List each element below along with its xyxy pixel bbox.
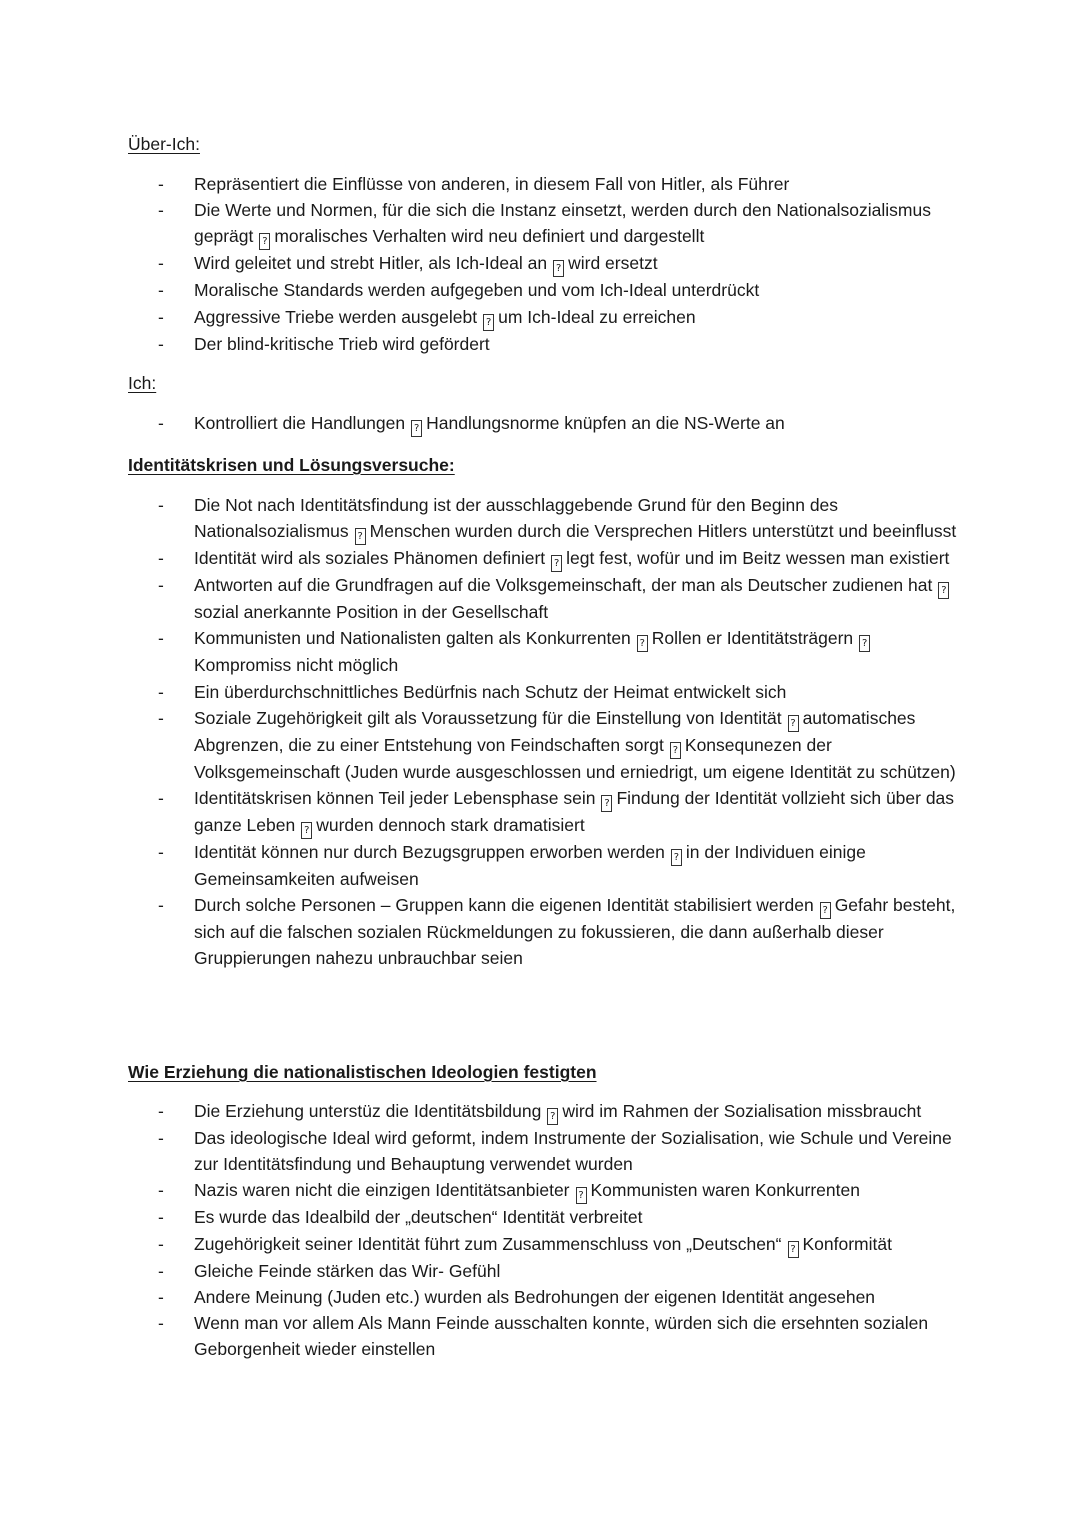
missing-arrow-glyph-icon: ? [547, 1108, 558, 1125]
list-item-text: Repräsentiert die Einflüsse von anderen, in diesem Fall von Hitler, als Führer [194, 174, 790, 194]
list-item-text: Kommunisten waren Konkurrenten [590, 1180, 860, 1201]
bullet-dash: - [158, 1101, 164, 1121]
list-item-text: Konsequnezen der Volksgemeinschaft (Juden wurde ausgeschlossen und erniedrigt, um eigene Identität zu schützen) [194, 734, 956, 782]
list-item-text: Handlungsnorme knüpfen an die NS-Werte an [426, 413, 785, 433]
list-item-text: sozial anerkannte Position in der Gesellschaft [194, 602, 549, 623]
missing-arrow-glyph-icon: ? [301, 822, 312, 839]
missing-arrow-glyph-icon: ? [637, 635, 648, 652]
list-item [158, 572, 958, 625]
list-item [158, 1258, 958, 1284]
bullet-dash: - [158, 842, 164, 863]
list-item-text: moralisches Verhalten wird neu definiert und dargestellt [274, 226, 705, 247]
section-heading-identitaetskrisen: Identitätskrisen und Lösungsversuche: [128, 455, 455, 475]
list-item-text: Zugehörigkeit seiner Identität führt zum Zusammenschluss von „Deutschen“ [194, 1233, 782, 1254]
bullet-dash: - [158, 895, 164, 916]
bullet-dash: - [158, 413, 164, 433]
list-item-text: Kontrolliert die Handlungen [194, 413, 406, 433]
missing-arrow-glyph-icon: ? [576, 1187, 587, 1204]
list-item [158, 331, 958, 357]
missing-arrow-glyph-icon: ? [551, 555, 562, 572]
list-item-text: Aggressive Triebe werden ausgelebt [194, 306, 478, 327]
section-heading-ich: Ich: [128, 373, 157, 393]
list-item-text: wird im Rahmen der Sozialisation missbraucht [562, 1101, 922, 1121]
bullet-dash: - [158, 628, 164, 649]
list-item-text: Soziale Zugehörigkeit gilt als Voraussetzung für die Einstellung von Identität [194, 707, 782, 728]
bullet-dash: - [158, 1286, 164, 1307]
list-item-text: Andere Meinung (Juden etc.) wurden als Bedrohungen der eigenen Identität angesehen [194, 1286, 876, 1307]
missing-arrow-glyph-icon: ? [355, 528, 366, 545]
section-heading-erziehung: Wie Erziehung die nationalistischen Ideologien festigten [128, 1062, 597, 1082]
bullet-dash: - [158, 1260, 164, 1281]
list-item-text: wird ersetzt [568, 253, 658, 274]
list-item [158, 705, 958, 785]
list-item [158, 839, 958, 892]
list-item [158, 1284, 958, 1310]
missing-arrow-glyph-icon: ? [483, 314, 494, 331]
list-item [158, 1310, 958, 1362]
list-item-text: um Ich-Ideal zu erreichen [498, 306, 696, 327]
list-item-text: Die Werte und Normen, für die sich die Instanz einsetzt, werden durch den Nationalsozialismus geprägt [194, 200, 931, 247]
list-item [158, 277, 958, 303]
list-item-text: wurden dennoch stark dramatisiert [316, 815, 585, 836]
list-item-text: Kompromiss nicht möglich [194, 655, 399, 676]
list-item-text: Ein überdurchschnittliches Bedürfnis nach Schutz der Heimat entwickelt sich [194, 681, 787, 702]
list-item-text: Die Erziehung unterstüz die Identitätsbildung [194, 1101, 542, 1121]
list-item-text: Moralische Standards werden aufgegeben und vom Ich-Ideal unterdrückt [194, 280, 760, 301]
list-item-text: Identität können nur durch Bezugsgruppen erworben werden [194, 842, 665, 863]
missing-arrow-glyph-icon: ? [788, 715, 799, 732]
bullet-dash: - [158, 1313, 164, 1334]
list-item [158, 1204, 958, 1230]
list-item-text: Der blind-kritische Trieb wird gefördert [194, 333, 490, 354]
bullet-dash: - [158, 707, 164, 728]
list-item [158, 492, 958, 545]
list-item-text: Antworten auf die Grundfragen auf die Volksgemeinschaft, der man als Deutscher zudienen hat [194, 575, 933, 596]
list-item [158, 679, 958, 705]
list-item [158, 410, 958, 437]
list-item [158, 625, 958, 678]
list-item-text: Identität wird als soziales Phänomen definiert [194, 548, 546, 569]
list-item [158, 1098, 958, 1125]
missing-arrow-glyph-icon: ? [671, 849, 682, 866]
list-item-text: automatisches Abgrenzen, die zu einer Entstehung von Feindschaften sorgt [194, 707, 916, 755]
list-item-text: Das ideologische Ideal wird geformt, indem Instrumente der Sozialisation, wie Schule und Vereine zur Identitätsfindung und Behauptung verwendet wurden [194, 1128, 952, 1175]
list-item [158, 171, 958, 197]
bullet-dash: - [158, 306, 164, 327]
list-item-text: Identitätskrisen können Teil jeder Lebensphase sein [194, 788, 596, 809]
missing-arrow-glyph-icon: ? [601, 795, 612, 812]
list-item-text: in der Individuen einige Gemeinsamkeiten aufweisen [194, 842, 866, 890]
bullet-dash: - [158, 174, 164, 194]
list-item [158, 304, 958, 331]
list-ueber-ich [158, 171, 958, 357]
bullet-dash: - [158, 333, 164, 354]
missing-arrow-glyph-icon: ? [788, 1241, 799, 1258]
list-item-text: Gefahr besteht, sich auf die falschen sozialen Rückmeldungen zu fokussieren, die dann außerhalb dieser Gruppierungen nahezu unbrauchbar seien [194, 895, 956, 969]
bullet-dash: - [158, 280, 164, 301]
list-item-text: Die Not nach Identitätsfindung ist der ausschlaggebende Grund für den Beginn des Nationalsozialismus [194, 495, 839, 542]
missing-arrow-glyph-icon: ? [259, 233, 270, 250]
list-item [158, 250, 958, 277]
list-ich [158, 410, 958, 437]
missing-arrow-glyph-icon: ? [938, 582, 949, 599]
list-item-text: legt fest, wofür und im Beitz wessen man existiert [566, 548, 950, 569]
list-item [158, 892, 958, 971]
bullet-dash: - [158, 1180, 164, 1201]
missing-arrow-glyph-icon: ? [553, 260, 564, 277]
bullet-dash: - [158, 681, 164, 702]
list-item [158, 1177, 958, 1204]
list-item [158, 545, 958, 572]
missing-arrow-glyph-icon: ? [411, 420, 422, 437]
list-item-text: Nazis waren nicht die einzigen Identitätsanbieter [194, 1180, 570, 1201]
list-item-text: Rollen er Identitätsträgern [651, 628, 854, 649]
list-item-text: Wenn man vor allem Als Mann Feinde ausschalten konnte, würden sich die ersehnten sozialen Geborgenheit wieder einstellen [194, 1313, 929, 1360]
list-item-text: Es wurde das Idealbild der „deutschen“ Identität verbreitet [194, 1207, 643, 1228]
bullet-dash: - [158, 200, 164, 221]
list-item-text: Durch solche Personen – Gruppen kann die eigenen Identität stabilisiert werden [194, 895, 814, 916]
list-item-text: Kommunisten und Nationalisten galten als Konkurrenten [194, 628, 631, 649]
bullet-dash: - [158, 1128, 164, 1148]
missing-arrow-glyph-icon: ? [820, 902, 831, 919]
list-erziehung [158, 1098, 958, 1362]
list-item-text: Konformität [802, 1233, 892, 1254]
list-identitaetskrisen [158, 492, 958, 972]
bullet-dash: - [158, 253, 164, 274]
bullet-dash: - [158, 1207, 164, 1228]
list-item [158, 1125, 958, 1177]
list-item-text: Findung der Identität vollzieht sich über das ganze Leben [194, 788, 955, 836]
missing-arrow-glyph-icon: ? [670, 742, 681, 759]
bullet-dash: - [158, 1233, 164, 1254]
bullet-dash: - [158, 495, 164, 515]
bullet-dash: - [158, 575, 164, 596]
list-item [158, 1231, 958, 1258]
list-item-text: Wird geleitet und strebt Hitler, als Ich-Ideal an [194, 253, 548, 274]
list-item-text: Gleiche Feinde stärken das Wir- Gefühl [194, 1260, 501, 1281]
list-item [158, 197, 958, 250]
section-heading-ueber-ich: Über-Ich: [128, 134, 200, 154]
bullet-dash: - [158, 788, 164, 809]
list-item [158, 785, 958, 839]
missing-arrow-glyph-icon: ? [859, 635, 870, 652]
list-item-text: Menschen wurden durch die Versprechen Hitlers unterstützt und beeinflusst [369, 521, 957, 542]
bullet-dash: - [158, 548, 164, 569]
